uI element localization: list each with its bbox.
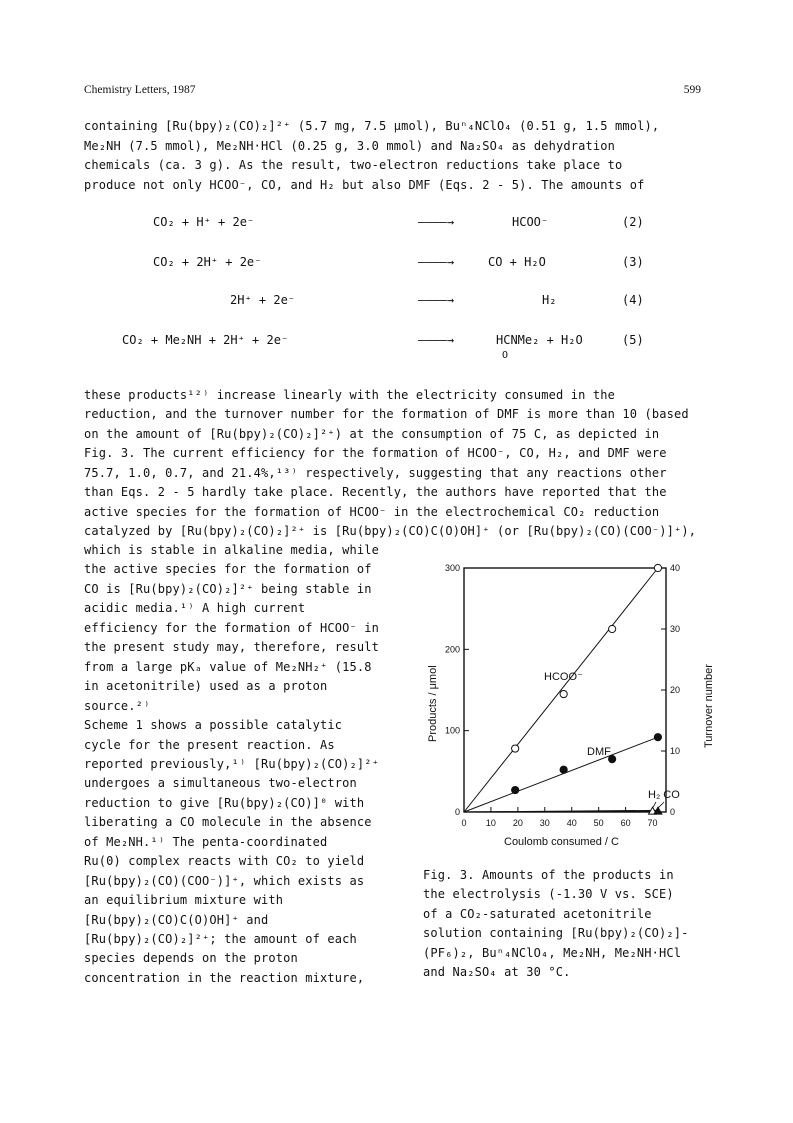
chart-frame <box>464 568 666 812</box>
plot-border <box>464 568 666 812</box>
equation-4-lhs: 2H⁺ + 2e⁻ <box>230 293 296 307</box>
y-tick-label: 0 <box>454 807 460 817</box>
text-line: the active species for the formation of <box>84 562 372 577</box>
text-line: the present study may, therefore, result <box>84 640 379 655</box>
data-point-hcoo <box>560 690 567 697</box>
text-line: produce not only HCOO⁻, CO, and H₂ but also DMF (Eqs. 2 - 5). The amounts of <box>84 178 645 192</box>
page-number: 599 <box>683 84 701 96</box>
equation-4-arrow: ————→ <box>418 293 455 307</box>
x-tick-label: 60 <box>620 818 631 828</box>
x-tick-label: 50 <box>593 818 604 828</box>
caption-line: the electrolysis (-1.30 V vs. SCE) <box>423 887 674 901</box>
y-tick-label: 200 <box>444 644 460 655</box>
y-axis-label: Products / μmol <box>427 665 439 742</box>
series-label-dmf: DMF <box>587 746 611 758</box>
text-line: reported previously,¹⁾ [Ru(bpy)₂(CO)₂]²⁺ <box>84 756 379 771</box>
x-axis-label: Coulomb consumed / C <box>504 836 619 848</box>
y2-axis-label: Turnover number <box>703 664 715 748</box>
text-line: concentration in the reaction mixture, <box>84 970 365 985</box>
equation-2-lhs: CO₂ + H⁺ + 2e⁻ <box>153 215 255 229</box>
caption-line: of a CO₂-saturated acetonitrile <box>423 907 652 921</box>
data-point-dmf <box>512 786 519 793</box>
equation-2-rhs: HCOO⁻ <box>512 215 549 229</box>
y-tick-label: 100 <box>444 725 460 736</box>
equation-2-number: (2) <box>622 215 644 229</box>
text-line: 75.7, 1.0, 0.7, and 21.4%,¹³⁾ respectively, suggesting that any reactions other <box>84 466 667 480</box>
x-tick-label: 20 <box>512 818 523 828</box>
x-tick-label: 10 <box>485 818 496 828</box>
text-line: on the amount of [Ru(bpy)₂(CO)₂]²⁺) at the consumption of 75 C, as depicted in <box>84 427 660 441</box>
text-line: chemicals (ca. 3 g). As the result, two-electron reductions take place to <box>84 158 623 172</box>
text-line: cycle for the present reaction. As <box>84 737 335 752</box>
y2-tick-label: 10 <box>670 746 681 756</box>
text-line: of Me₂NH.¹⁾ The penta-coordinated <box>84 834 328 849</box>
text-line: acidic media.¹⁾ A high current <box>84 601 306 616</box>
text-line: efficiency for the formation of HCOO⁻ in <box>84 620 379 635</box>
equation-3-rhs: CO + H₂O <box>488 255 546 269</box>
caption-line: solution containing [Ru(bpy)₂(CO)₂]- <box>423 926 689 940</box>
text-line: from a large pKₐ value of Me₂NH₂⁺ (15.8 <box>84 659 372 674</box>
y2-tick-label: 0 <box>670 807 676 817</box>
y2-tick-label: 40 <box>670 563 681 573</box>
equation-5-carbonyl-o: O <box>502 350 509 361</box>
chart-marks <box>512 564 664 814</box>
label-pointer-h2 <box>653 802 656 808</box>
text-line: [Ru(bpy)₂(CO)₂]²⁺; the amount of each <box>84 932 357 946</box>
x-tick-label: 0 <box>461 818 467 828</box>
text-line: reduction, and the turnover number for the formation of DMF is more than 10 (based <box>84 407 689 421</box>
series-label-hcoo: HCOO⁻ <box>544 671 583 683</box>
text-line: which is stable in alkaline media, while <box>84 543 379 557</box>
label-pointer-co <box>658 802 664 808</box>
series-label-h2-co: H₂ CO <box>648 789 680 801</box>
data-point-dmf <box>560 766 567 773</box>
equation-3-number: (3) <box>622 255 644 269</box>
equation-4-number: (4) <box>622 293 644 307</box>
data-point-hcoo <box>609 625 616 632</box>
equation-5-lhs: CO₂ + Me₂NH + 2H⁺ + 2e⁻ <box>122 333 289 347</box>
y-tick-label: 300 <box>444 563 460 573</box>
x-tick-label: 30 <box>539 818 550 828</box>
text-line: reduction to give [Ru(bpy)₂(CO)]⁰ with <box>84 795 365 810</box>
equation-3-lhs: CO₂ + 2H⁺ + 2e⁻ <box>153 255 262 269</box>
data-point-hcoo <box>654 564 661 571</box>
x-tick-label: 70 <box>647 818 658 828</box>
text-line: than Eqs. 2 - 5 hardly take place. Recently, the authors have reported that the <box>84 485 667 499</box>
text-line: [Ru(bpy)₂(CO)(COO⁻)]⁺, which exists as <box>84 873 365 888</box>
chart-lines <box>464 568 658 812</box>
data-point-hcoo <box>512 745 519 752</box>
text-line: an equilibrium mixture with <box>84 893 284 908</box>
text-line: species depends on the proton <box>84 951 298 966</box>
text-line: Scheme 1 shows a possible catalytic <box>84 718 343 733</box>
y2-tick-label: 20 <box>670 685 681 695</box>
text-line: Ru(0) complex reacts with CO₂ to yield <box>84 854 365 869</box>
equation-5-arrow: ————→ <box>418 333 455 347</box>
text-line: [Ru(bpy)₂(CO)C(O)OH]⁺ and <box>84 912 269 927</box>
series-line-dmf <box>464 737 658 812</box>
y2-tick-label: 30 <box>670 624 681 634</box>
equation-5-number: (5) <box>622 333 644 347</box>
text-line: Me₂NH (7.5 mmol), Me₂NH·HCl (0.25 g, 3.0 mmol) and Na₂SO₄ as dehydration <box>84 139 615 153</box>
text-line: in acetonitrile) used as a proton <box>84 679 328 694</box>
caption-line: Fig. 3. Amounts of the products in <box>423 868 674 882</box>
caption-line: and Na₂SO₄ at 30 °C. <box>423 965 571 979</box>
equation-4-rhs: H₂ <box>542 293 557 307</box>
equation-2-arrow: ————→ <box>418 215 455 229</box>
series-line-hcoo <box>464 568 658 812</box>
caption-line: (PF₆)₂, Buⁿ₄NClO₄, Me₂NH, Me₂NH·HCl <box>423 946 682 960</box>
text-line: catalyzed by [Ru(bpy)₂(CO)₂]²⁺ is [Ru(bpy)₂(CO)C(O)OH]⁺ (or [Ru(bpy)₂(CO)(COO⁻)]⁺), <box>84 524 697 538</box>
data-point-dmf <box>654 734 661 741</box>
text-line: active species for the formation of HCOO⁻ in the electrochemical CO₂ reduction <box>84 505 660 519</box>
text-line: Fig. 3. The current efficiency for the formation of HCOO⁻, CO, H₂, and DMF were <box>84 446 667 460</box>
equation-3-arrow: ————→ <box>418 255 455 269</box>
text-line: source.²⁾ <box>84 698 151 713</box>
x-tick-label: 40 <box>566 818 577 828</box>
text-line: CO is [Ru(bpy)₂(CO)₂]²⁺ being stable in <box>84 581 372 596</box>
text-line: liberating a CO molecule in the absence <box>84 815 372 830</box>
equation-5-rhs: HCNMe₂ + H₂O <box>496 333 583 347</box>
text-line: undergoes a simultaneous two-electron <box>84 776 357 791</box>
journal-header: Chemistry Letters, 1987 <box>84 84 196 96</box>
text-line: containing [Ru(bpy)₂(CO)₂]²⁺ (5.7 mg, 7.5 μmol), Buⁿ₄NClO₄ (0.51 g, 1.5 mmol), <box>84 119 660 133</box>
text-line: these products¹²⁾ increase linearly with the electricity consumed in the <box>84 388 615 402</box>
figure-3-chart <box>420 560 720 860</box>
